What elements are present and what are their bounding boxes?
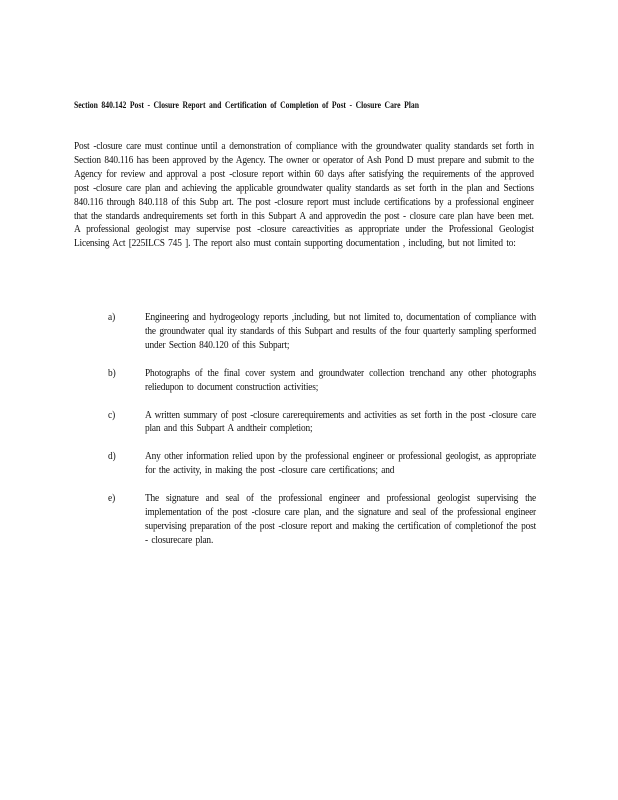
list-item (74, 450, 534, 478)
list-item-text: Photographs of the final cover system and groundwater collection trenchand any other photographs reliedupon to document construction activities; (145, 366, 536, 393)
list-marker: b) (108, 366, 116, 379)
list-item-text: The signature and seal of the professional engineer and professional geologist supervising the implementation of the post -closure care plan, and the signature and seal of the professional engineer supervising preparation of the post -closure report and making the certification of completionof the post - closurecare plan. (145, 492, 536, 546)
list-marker: a) (108, 311, 116, 323)
list-marker: e) (108, 492, 116, 505)
document-body (74, 100, 534, 251)
list-item (74, 409, 534, 437)
list-item (74, 492, 534, 548)
requirements-list (74, 311, 534, 562)
list-marker: c) (108, 408, 116, 421)
list-item-text: Engineering and hydrogeology reports ,including, but not limited to, documentation of compliance with the groundwater qual ity standards of this Subpart and results of the four quarterly sampling sperformed under Section 840.120 of this Subpart; (145, 311, 536, 351)
list-item (74, 311, 534, 353)
section-heading: Section 840.142 Post - Closure Report and Certification of Completion of Post - Closure Care Plan (74, 100, 420, 111)
list-item (74, 367, 534, 395)
list-item-text: A written summary of post -closure carerequirements and activities as set forth in the post -closure care plan and this Subpart A andtheir completion; (145, 408, 536, 435)
list-marker: d) (108, 450, 116, 463)
list-item-text: Any other information relied upon by the professional engineer or professional geologist, as appropriate for the activity, in making the post -closure care certifications; and (145, 450, 536, 477)
intro-paragraph: Post -closure care must continue until a demonstration of compliance with the groundwater quality standards set forth in Section 840.116 has been approved by the Agency. The owner or operator of Ash Pond D must prepare and submit to the Agency for review and approval a post -closure report within 60 days after satisfying the requirements of the approved post -closure care plan and achieving the applicable groundwater quality standards as set forth in the plan and Sections 840.116 through 840.118 of this Subp art. The post -closure report must include certifications by a professional engineer that the standards andrequirements set forth in this Subpart A and approvedin the post - closure care plan have been met. A professional geologist may supervise post -closure careactivities as appropriate under the Professional Geologist Licensing Act [225ILCS 745 ]. The report also must contain supporting documentation , including, but not limited to: (74, 140, 534, 250)
